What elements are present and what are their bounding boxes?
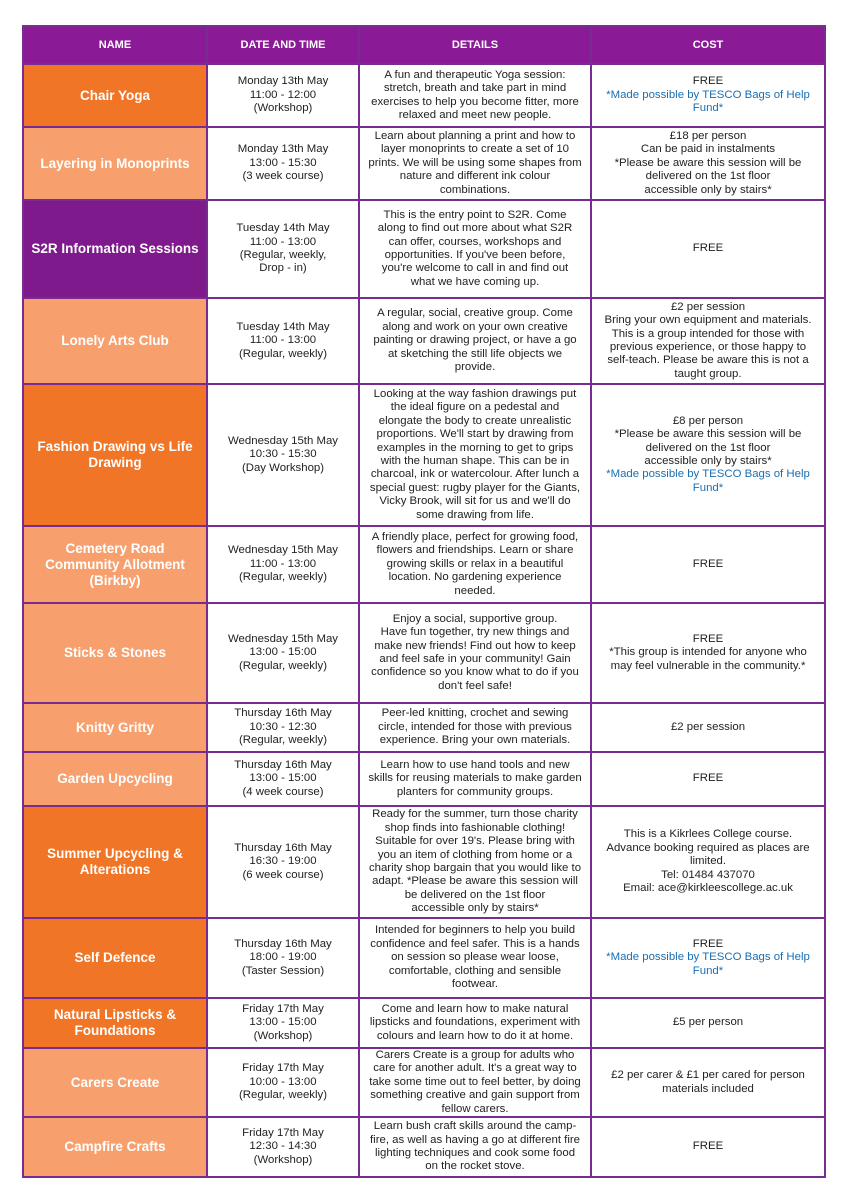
- session-date-line: 13:00 - 15:30: [249, 156, 317, 169]
- session-cost: [591, 200, 825, 298]
- session-date-line: Monday 13th May: [237, 75, 329, 88]
- session-details-line: Enjoy a social, supportive group.: [392, 612, 558, 625]
- session-date: [207, 998, 359, 1048]
- session-details: [359, 526, 591, 603]
- header-name: NAME: [23, 26, 207, 64]
- session-name: Carers Create: [23, 1048, 207, 1117]
- session-cost-line: £5 per person: [672, 1016, 744, 1029]
- session-details-line: A regular, social, creative group. Come: [377, 307, 573, 320]
- session-cost-line: FREE: [692, 632, 724, 645]
- session-details-line: can offer, courses, workshops and: [388, 235, 562, 248]
- session-cost: [591, 703, 825, 752]
- session-name: Fashion Drawing vs Life Drawing: [23, 384, 207, 526]
- session-details-line: confidence and feel safer. This is a hands: [370, 937, 580, 950]
- session-cost: [591, 384, 825, 526]
- session-details: [359, 200, 591, 298]
- session-details-line: Carers Create is a group for adults who: [375, 1049, 575, 1061]
- session-date: [207, 127, 359, 200]
- session-details-line: some drawing from life.: [416, 508, 534, 521]
- header-details: DETAILS: [359, 26, 591, 64]
- session-cost-line: Advance booking required as places are: [606, 841, 810, 854]
- session-details-line: skills for reusing materials to make garden: [368, 772, 582, 785]
- session-cost-line: FREE: [692, 242, 724, 255]
- session-name: Campfire Crafts: [23, 1117, 207, 1177]
- session-details-line: take some time out to feel better, by doing: [369, 1075, 581, 1088]
- session-details-line: and feel safe in your community! Gain: [379, 653, 571, 665]
- table-row: [23, 64, 825, 127]
- session-cost-line: previous experience, or those happy to: [609, 341, 807, 353]
- session-details-line: at sketching the still life objects we: [387, 347, 563, 360]
- session-details: [359, 127, 591, 200]
- session-name: Self Defence: [23, 918, 207, 998]
- session-date-line: Thursday 16th May: [234, 841, 332, 854]
- session-date-line: Friday 17th May: [242, 1062, 324, 1075]
- session-date: [207, 526, 359, 603]
- session-date-line: 10:30 - 12:30: [249, 720, 317, 733]
- session-date-line: 11:00 - 13:00: [249, 557, 317, 570]
- table-row: [23, 918, 825, 998]
- session-date-line: 18:00 - 19:00: [249, 951, 317, 964]
- session-date-line: (Workshop): [253, 1153, 313, 1166]
- session-details: [359, 703, 591, 752]
- session-cost-line: £2 per session: [670, 720, 746, 733]
- session-details-line: care for another adult. It's a great way to: [373, 1062, 577, 1075]
- session-date-line: Friday 17th May: [242, 1002, 324, 1015]
- session-details-line: Come and learn how to make natural: [381, 1002, 569, 1015]
- session-date: [207, 703, 359, 752]
- session-cost-line: Email: ace@kirkleescollege.ac.uk: [623, 882, 793, 895]
- table-row: [23, 526, 825, 603]
- session-date-line: 12:30 - 14:30: [249, 1140, 317, 1153]
- session-details-line: nature and different ink colour: [399, 170, 551, 183]
- session-cost-line: accessible only by stairs*: [644, 455, 772, 467]
- session-details-line: prints. We will be using some shapes from: [368, 156, 582, 169]
- session-details: [359, 64, 591, 127]
- session-details-line: Learn bush craft skills around the camp-: [373, 1120, 577, 1133]
- session-date-line: (Regular, weekly): [239, 1089, 327, 1102]
- session-date-line: Drop - in): [259, 262, 307, 275]
- session-cost-line: self-teach. Please be aware this is not a: [607, 354, 809, 367]
- session-cost-line: This is a group intended for those with: [611, 327, 805, 340]
- session-cost: [591, 127, 825, 200]
- session-cost: [591, 526, 825, 603]
- session-details-line: comfortable, clothing and sensible: [388, 964, 562, 977]
- session-cost-line: Fund*: [692, 964, 724, 977]
- session-date: [207, 64, 359, 127]
- session-name: Layering in Monoprints: [23, 127, 207, 200]
- session-details-line: Intended for beginners to help you build: [374, 924, 576, 937]
- session-details-line: A friendly place, perfect for growing food,: [371, 530, 579, 543]
- session-cost-line: Fund*: [692, 102, 724, 115]
- session-date-line: (Regular, weekly): [239, 734, 327, 747]
- session-details-line: location. No gardening experience: [388, 571, 562, 584]
- session-date-line: Tuesday 14th May: [236, 222, 330, 235]
- session-date-line: 11:00 - 13:00: [249, 334, 317, 347]
- session-details-line: lighting techniques and cook some food: [374, 1147, 576, 1160]
- session-date: [207, 200, 359, 298]
- session-date: [207, 806, 359, 918]
- session-cost: [591, 1117, 825, 1177]
- session-name: S2R Information Sessions: [23, 200, 207, 298]
- session-details-line: accessible only by stairs*: [411, 902, 539, 915]
- table-row: [23, 1048, 825, 1117]
- session-cost-line: materials included: [662, 1082, 754, 1095]
- session-name: Summer Upcycling & Alterations: [23, 806, 207, 918]
- session-details-line: Looking at the way fashion drawings put: [373, 387, 577, 400]
- session-details-line: adapt. *Please be aware this session will: [372, 875, 578, 888]
- session-details-line: Learn how to use hand tools and new: [380, 758, 570, 771]
- session-date: [207, 918, 359, 998]
- session-date-line: 16:30 - 19:00: [249, 855, 317, 868]
- session-details-line: Have fun together, try new things and: [380, 626, 570, 639]
- session-date: [207, 298, 359, 384]
- session-cost-line: Fund*: [692, 481, 724, 494]
- session-details-line: make new friends! Find out how to keep: [374, 639, 576, 652]
- session-cost-line: *This group is intended for anyone who: [609, 646, 807, 659]
- session-date-line: Friday 17th May: [242, 1126, 324, 1139]
- session-cost-line: £2 per carer & £1 per cared for person: [611, 1069, 805, 1082]
- session-details-line: experience. Bring your own materials.: [379, 734, 571, 747]
- session-date-line: 10:30 - 15:30: [249, 448, 317, 461]
- session-details: [359, 1048, 591, 1117]
- session-date-line: 13:00 - 15:00: [249, 646, 317, 659]
- table-row: [23, 1117, 825, 1177]
- session-details-line: on the rocket stove.: [425, 1160, 525, 1173]
- session-details-line: growing skills or relax in a beautiful: [386, 557, 564, 570]
- session-details-line: elongate the body to create unrealistic: [378, 414, 572, 427]
- session-date-line: 13:00 - 15:00: [249, 772, 317, 785]
- session-cost-line: Bring your own equipment and materials.: [604, 314, 812, 327]
- session-details: [359, 603, 591, 703]
- session-cost: [591, 603, 825, 703]
- session-details-line: along to find out more about what S2R: [377, 222, 573, 235]
- session-details-line: shop finds into fashionable clothing!: [384, 821, 566, 834]
- session-details-line: charity shop bargain that you would like to: [368, 862, 582, 874]
- session-details-line: Suitable for over 19's. Please bring with: [375, 835, 575, 848]
- session-date: [207, 1117, 359, 1177]
- session-cost-line: *Made possible by TESCO Bags of Help: [606, 88, 810, 101]
- session-date: [207, 384, 359, 526]
- session-cost-line: may feel vulnerable in the community.*: [610, 659, 806, 672]
- session-details-line: examples in the morning to get to grips: [376, 441, 574, 454]
- schedule-table: [22, 25, 826, 1178]
- session-cost-line: £2 per session: [670, 300, 746, 313]
- session-details-line: Peer-led knitting, crochet and sewing: [381, 707, 569, 720]
- session-date-line: (Regular, weekly): [239, 659, 327, 672]
- session-details-line: flowers and friendships. Learn or share: [376, 544, 574, 557]
- session-details-line: needed.: [454, 584, 496, 597]
- session-date-line: (Regular, weekly): [239, 347, 327, 360]
- session-details: [359, 384, 591, 526]
- session-cost-line: *Please be aware this session will be: [614, 428, 802, 441]
- session-details: [359, 1117, 591, 1177]
- table-row: [23, 384, 825, 526]
- session-cost: [591, 918, 825, 998]
- session-details-line: opportunities. If you've been before,: [384, 249, 566, 261]
- session-cost: [591, 998, 825, 1048]
- session-date-line: Wednesday 15th May: [228, 632, 338, 645]
- session-details-line: what we have coming up.: [410, 275, 540, 288]
- session-cost-line: Can be paid in instalments: [640, 143, 776, 156]
- session-date-line: (Workshop): [253, 102, 313, 115]
- session-cost-line: delivered on the 1st floor: [645, 170, 771, 183]
- session-cost-line: This is a Kikrlees College course.: [623, 828, 793, 841]
- session-details-line: footwear.: [451, 978, 499, 991]
- session-details-line: fellow carers.: [441, 1102, 509, 1115]
- session-details-line: the ideal figure on a pedestal and: [390, 401, 560, 414]
- session-cost: [591, 752, 825, 806]
- session-name: Natural Lipsticks & Foundations: [23, 998, 207, 1048]
- table-row: [23, 998, 825, 1048]
- session-date-line: Wednesday 15th May: [228, 434, 338, 447]
- header-date-time: DATE AND TIME: [207, 26, 359, 64]
- session-date-line: (Day Workshop): [241, 461, 325, 474]
- session-details: [359, 752, 591, 806]
- session-details-line: confidence so you know what to do if you: [371, 666, 579, 679]
- session-details-line: planters for community groups.: [396, 785, 554, 798]
- session-details-line: This is the entry point to S2R. Come: [383, 208, 567, 221]
- header-cost: COST: [591, 26, 825, 64]
- session-cost-line: FREE: [692, 772, 724, 785]
- session-name: Garden Upcycling: [23, 752, 207, 806]
- session-details: [359, 298, 591, 384]
- session-cost-line: FREE: [692, 75, 724, 88]
- table-row: [23, 200, 825, 298]
- session-cost-line: FREE: [692, 557, 724, 570]
- session-details-line: combinations.: [439, 183, 511, 196]
- session-details-line: you're welcome to call in and find out: [381, 262, 569, 275]
- session-name: Cemetery Road Community Allotment (Birkby): [23, 526, 207, 603]
- session-details-line: on session so please wear loose,: [391, 951, 559, 964]
- table-row: [23, 127, 825, 200]
- session-date-line: (Regular, weekly,: [239, 249, 327, 261]
- session-details-line: lipsticks and foundations, experiment with: [369, 1016, 581, 1029]
- session-details-line: charcoal, ink or watercolour. After lunch a: [370, 468, 580, 481]
- session-details-line: stretch, breath and take part in mind: [383, 82, 567, 95]
- table-row: [23, 603, 825, 703]
- session-details-line: along and work on your own creative: [382, 320, 568, 333]
- session-name: Chair Yoga: [23, 64, 207, 127]
- session-cost-line: *Please be aware this session will be: [614, 156, 802, 169]
- session-date-line: Thursday 16th May: [234, 707, 332, 720]
- table-row: [23, 806, 825, 918]
- session-details-line: Ready for the summer, turn those charity: [372, 808, 578, 821]
- session-date: [207, 1048, 359, 1117]
- session-date-line: Wednesday 15th May: [228, 544, 338, 557]
- session-cost-line: £8 per person: [672, 414, 744, 427]
- session-date-line: Tuesday 14th May: [236, 320, 330, 333]
- session-details: [359, 998, 591, 1048]
- session-details-line: you an item of clothing from home or a: [377, 848, 573, 861]
- session-date-line: 11:00 - 13:00: [249, 235, 317, 248]
- session-details-line: something creative and gain support from: [370, 1089, 580, 1102]
- session-date-line: (3 week course): [242, 170, 324, 183]
- session-details-line: proportions. We'll start by drawing from: [376, 428, 574, 441]
- session-cost-line: *Made possible by TESCO Bags of Help: [606, 951, 810, 964]
- session-date-line: (Regular, weekly): [239, 571, 327, 584]
- session-cost-line: FREE: [692, 1140, 724, 1153]
- session-date: [207, 752, 359, 806]
- table-row: [23, 298, 825, 384]
- session-name: Knitty Gritty: [23, 703, 207, 752]
- session-details-line: painting or drawing project, or have a go: [373, 334, 577, 347]
- session-details-line: Learn about planning a print and how to: [374, 129, 576, 142]
- session-cost: [591, 1048, 825, 1117]
- session-date: [207, 603, 359, 703]
- session-date-line: (Workshop): [253, 1029, 313, 1042]
- session-date-line: 10:00 - 13:00: [249, 1075, 317, 1088]
- session-date-line: (4 week course): [242, 785, 324, 798]
- session-details-line: provide.: [454, 361, 496, 374]
- session-cost: [591, 806, 825, 918]
- session-cost: [591, 64, 825, 127]
- session-cost-line: accessible only by stairs*: [644, 183, 772, 196]
- session-details: [359, 806, 591, 918]
- session-details-line: A fun and therapeutic Yoga session:: [384, 68, 566, 81]
- session-cost-line: delivered on the 1st floor: [645, 441, 771, 454]
- session-cost-line: FREE: [692, 937, 724, 950]
- session-details-line: don't feel safe!: [438, 679, 512, 692]
- header-row: [23, 26, 825, 64]
- session-date-line: Monday 13th May: [237, 143, 329, 156]
- session-cost: [591, 298, 825, 384]
- session-details-line: relaxed and meet new people.: [398, 108, 552, 121]
- table-row: [23, 703, 825, 752]
- session-details-line: exercises to help you become fitter, more: [371, 95, 579, 108]
- session-details-line: with the human shape. This can be in: [380, 455, 570, 467]
- session-date-line: (6 week course): [242, 868, 324, 881]
- session-name: Sticks & Stones: [23, 603, 207, 703]
- session-cost-line: taught group.: [674, 367, 742, 380]
- session-cost-line: Tel: 01484 437070: [661, 868, 755, 881]
- session-details-line: fire, as well as having a go at different fire: [370, 1133, 580, 1146]
- session-details-line: special guest: rugby player for the Giants,: [369, 481, 581, 494]
- session-cost-line: limited.: [689, 855, 727, 868]
- session-details-line: circle, intended for those with previous: [378, 720, 572, 733]
- session-cost-line: £18 per person: [669, 129, 747, 142]
- session-cost-line: *Made possible by TESCO Bags of Help: [606, 468, 810, 481]
- table-row: [23, 752, 825, 806]
- session-date-line: Thursday 16th May: [234, 937, 332, 950]
- session-name: Lonely Arts Club: [23, 298, 207, 384]
- session-details-line: Vicky Brook, will sit for us and we'll do: [379, 495, 571, 508]
- session-date-line: 13:00 - 15:00: [249, 1016, 317, 1029]
- session-date-line: 11:00 - 12:00: [249, 88, 317, 101]
- session-details-line: be delivered on the 1st floor: [404, 888, 546, 901]
- session-details-line: colours and learn how to do it at home.: [376, 1029, 574, 1042]
- session-date-line: (Taster Session): [241, 964, 325, 977]
- session-date-line: Thursday 16th May: [234, 758, 332, 771]
- session-details-line: layer monoprints to create a set of 10: [380, 143, 570, 156]
- session-details: [359, 918, 591, 998]
